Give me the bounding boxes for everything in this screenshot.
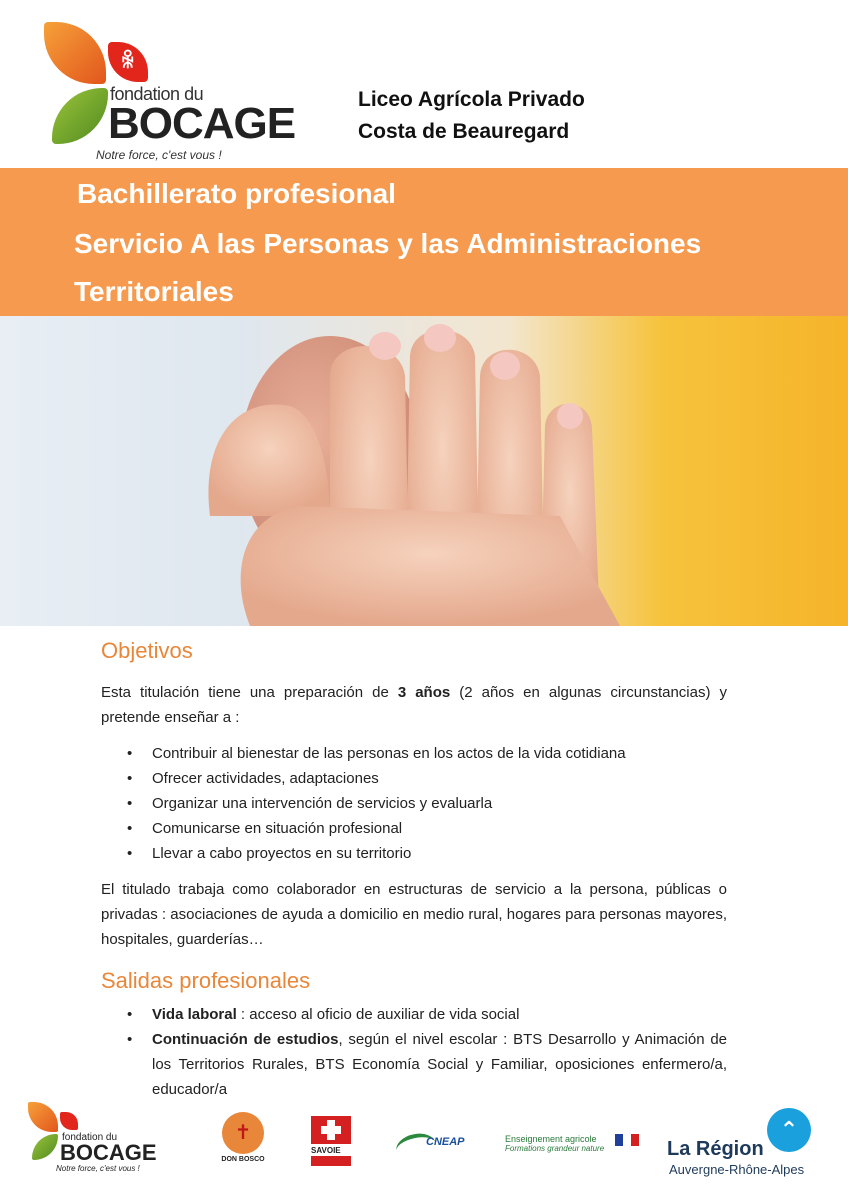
region-line-2: Auvergne-Rhône-Alpes [669,1162,805,1177]
item-text: , según el nivel escolar : BTS Desarrollo y Animación de los Territorios Rurales, BTS Economía Social y Familiar, oposiciones enfermero/a, educador/a [152,1031,728,1098]
list-item: • Contribuir al bienestar de las personas en los actos de la vida cotidiana [101,741,727,766]
list-item [101,1027,727,1102]
footer-brand-small: fondation du [62,1132,118,1143]
french-flag-icon [615,1134,639,1146]
school-line-1: Liceo Agrícola Privado [358,88,585,111]
school-line-2: Costa de Beauregard [358,120,570,143]
header [0,0,848,168]
footer-bocage-logo [26,1102,176,1174]
item-bold: Continuación de estudios [152,1031,339,1048]
don-bosco-icon: ✝ [222,1112,264,1154]
intro-text: Esta titulación tiene una preparación de [101,684,398,701]
logo-tagline: Notre force, c'est vous ! [96,148,222,162]
ens-line-2: Formations grandeur nature [505,1144,605,1153]
list-item: • Ofrecer actividades, adaptaciones [101,766,727,791]
item-text: : acceso al oficio de auxiliar de vida social [236,1006,520,1023]
list-item [101,1002,727,1027]
logo-brand-big: BOCAGE [108,99,296,148]
orange-leaf-icon [44,22,106,84]
cneap-logo [396,1128,480,1162]
logo-brand-small: fondation du [110,84,204,104]
family-mark-icon: ꆜ [108,42,148,82]
salidas-heading: Salidas profesionales [101,968,311,993]
objetivos-closing: El titulado trabaja como colaborador en estructuras de servicio a la persona, públicas o privadas : asociaciones de ayuda a domicilio en medio rural, hogares para personas mayores, hospitales, guarderías… [101,881,727,948]
holding-hands-photo [0,316,848,626]
school-name [358,84,585,148]
objetivos-heading: Objetivos [101,638,193,663]
footer-logos [0,1098,848,1200]
list-item: • Llevar a cabo proyectos en su territorio [101,841,727,866]
banner-line-2: Servicio A las Personas y las Administraciones [74,228,702,259]
fondation-bocage-logo [40,22,320,164]
intro-text-end: (2 años en algunas circunstancias) y pretende enseñar a : [101,684,727,726]
family-mark-icon [60,1112,78,1130]
region-logo [667,1108,817,1178]
footer-tagline: Notre force, c'est vous ! [56,1164,140,1173]
list-item: • Comunicarse en situación profesional [101,816,727,841]
banner-line-3: Territoriales [74,276,234,307]
savoie-cross-icon [311,1116,351,1144]
list-item: • Organizar una intervención de servicios y evaluarla [101,791,727,816]
enseignement-agricole-logo [505,1134,641,1164]
savoie-logo [311,1116,355,1162]
don-bosco-logo [218,1112,268,1163]
hands-illustration [0,316,848,626]
region-line-1: La Région [667,1138,764,1160]
savoie-label: SAVOIE [311,1146,341,1155]
ens-line-1: Enseignement agricole [505,1134,597,1144]
green-leaf-icon [32,1134,58,1160]
cneap-label: CNEAP [426,1136,465,1148]
objetivos-list [101,741,727,866]
footer-brand-big: BOCAGE [60,1140,157,1165]
don-bosco-label: DON BOSCO [221,1156,265,1163]
salidas-list [101,1002,727,1102]
item-bold: Vida laboral [152,1006,237,1023]
objetivos-intro [101,680,727,730]
region-mountain-icon: ⌃ [767,1108,811,1152]
green-leaf-icon [52,88,108,144]
banner-line-1: Bachillerato profesional [77,178,396,209]
orange-leaf-icon [28,1102,58,1132]
savoie-bar [311,1156,351,1166]
intro-bold: 3 años [397,684,451,701]
